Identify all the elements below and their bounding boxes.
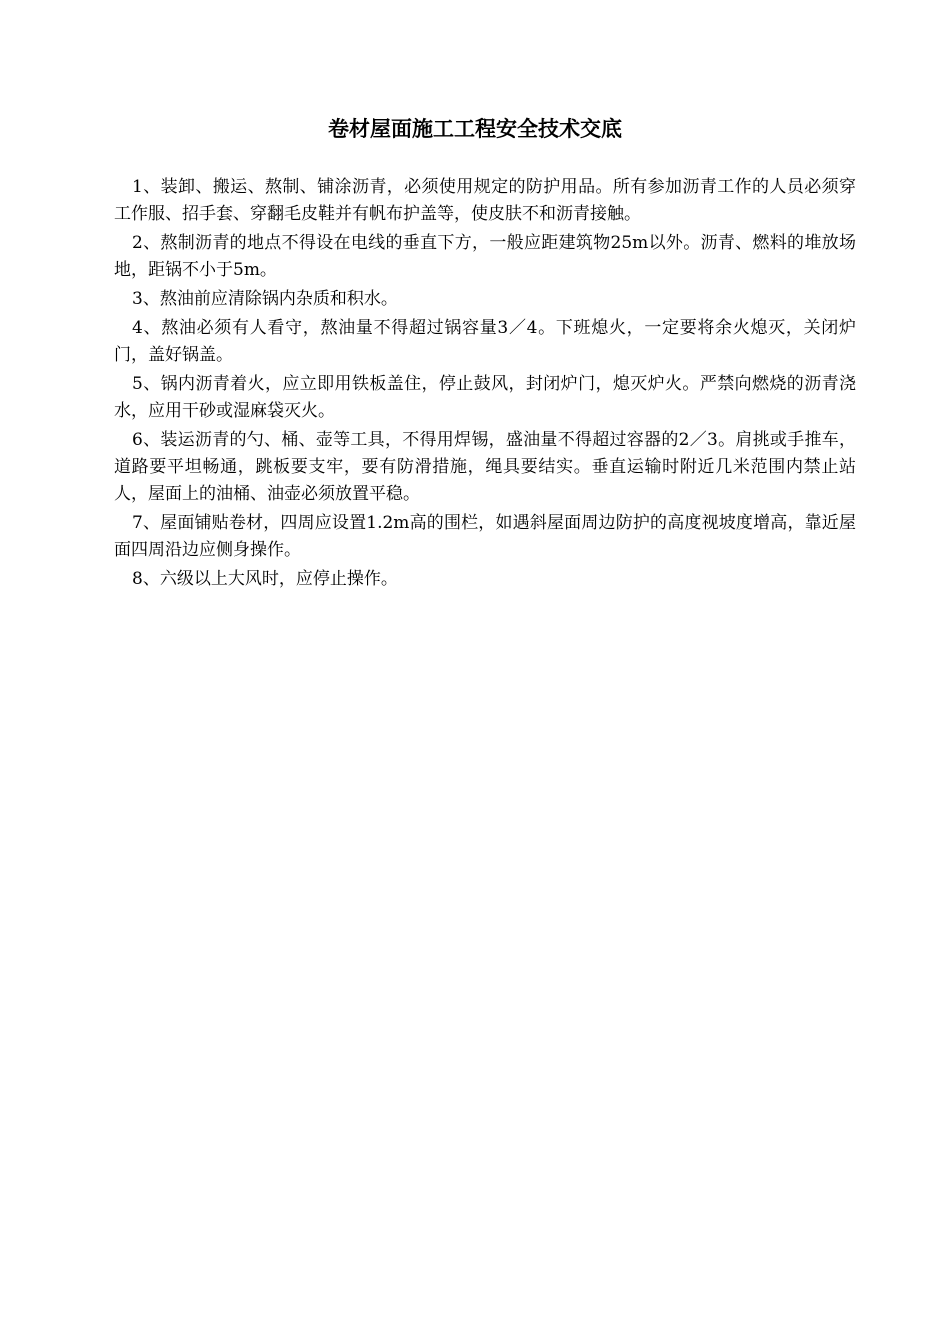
paragraph-1: 1、装卸、搬运、熬制、铺涂沥青，必须使用规定的防护用品。所有参加沥青工作的人员必须穿工作服、招手套、穿翻毛皮鞋并有帆布护盖等，使皮肤不和沥青接触。 bbox=[114, 177, 856, 224]
paragraph-4: 4、熬油必须有人看守，熬油量不得超过锅容量3／4。下班熄火，一定要将余火熄灭，关闭炉门，盖好锅盖。 bbox=[114, 318, 856, 365]
document-title: 卷材屋面施工工程安全技术交底 bbox=[328, 117, 622, 141]
paragraph-3: 3、熬油前应清除锅内杂质和积水。 bbox=[132, 289, 398, 309]
paragraph-6: 6、装运沥青的勺、桶、壶等工具，不得用焊锡，盛油量不得超过容器的2／3。肩挑或手推车，道路要平坦畅通，跳板要支牢，要有防滑措施，绳具要结实。垂直运输时附近几米范围内禁止站人，屋面上的油桶、油壶必须放置平稳。 bbox=[114, 430, 856, 504]
document-body bbox=[114, 174, 856, 595]
paragraph-2: 2、熬制沥青的地点不得设在电线的垂直下方，一般应距建筑物25m以外。沥青、燃料的堆放场地，距锅不小于5m。 bbox=[114, 233, 856, 280]
paragraph-5: 5、锅内沥青着火，应立即用铁板盖住，停止鼓风，封闭炉门，熄灭炉火。严禁向燃烧的沥青浇水，应用干砂或湿麻袋灭火。 bbox=[114, 374, 856, 421]
paragraph-8: 8、六级以上大风时，应停止操作。 bbox=[132, 569, 398, 589]
paragraph-7: 7、屋面铺贴卷材，四周应设置1.2m高的围栏，如遇斜屋面周边防护的高度视坡度增高，靠近屋面四周沿边应侧身操作。 bbox=[114, 513, 856, 560]
